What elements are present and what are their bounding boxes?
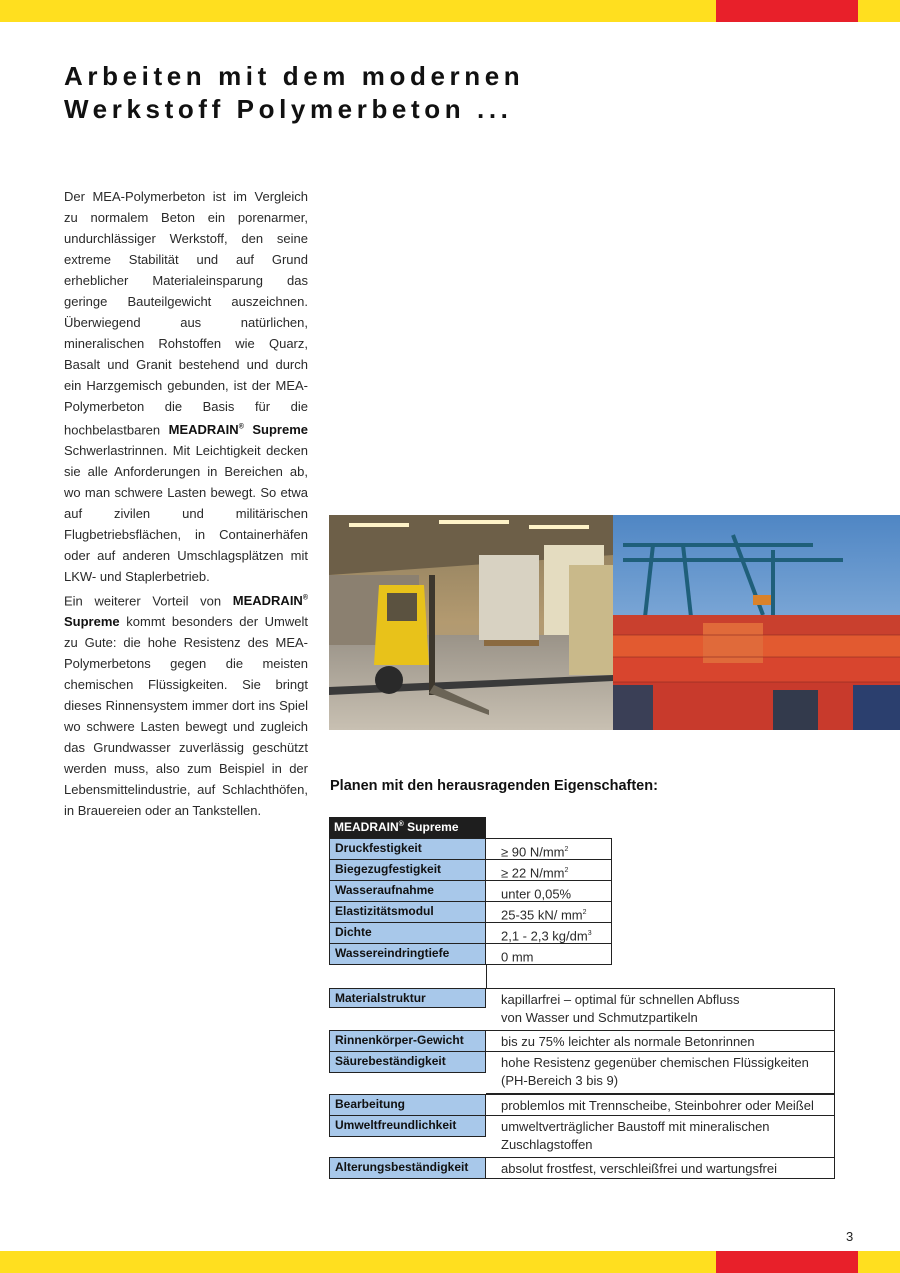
row-label: Rinnenkörper-Gewicht xyxy=(329,1030,486,1052)
row-value: problemlos mit Trennscheibe, Steinbohrer oder Meißel xyxy=(486,1094,835,1116)
row-label: Umweltfreundlichkeit xyxy=(329,1115,486,1137)
brand-name: MEADRAIN® Supreme xyxy=(64,593,308,630)
row-label: Säurebeständigkeit xyxy=(329,1051,486,1073)
container-port-photo xyxy=(613,515,900,730)
row-value: kapillarfrei – optimal für schnellen Abfluss von Wasser und Schmutzpartikeln xyxy=(486,988,835,1031)
row-value: 0 mm xyxy=(486,943,612,965)
page-number: 3 xyxy=(846,1229,854,1244)
top-red-accent xyxy=(716,0,858,22)
row-label: Biegezugfestigkeit xyxy=(329,859,486,881)
brand-name: MEADRAIN® Supreme xyxy=(168,422,308,438)
row-value: 2,1 - 2,3 $kg/dm^3$ xyxy=(486,922,612,944)
row-label: Elastizitätsmodul xyxy=(329,901,486,923)
row-label: Druckfestigkeit xyxy=(329,838,486,860)
row-label: Wasseraufnahme xyxy=(329,880,486,902)
row-label: Bearbeitung xyxy=(329,1094,486,1116)
table-header: MEADRAIN® Supreme xyxy=(329,817,486,838)
row-value: 25-35 kN/ $mm^2$ xyxy=(486,901,612,923)
row-value: hohe Resistenz gegenüber chemischen Flüssigkeiten (PH-Bereich 3 bis 9) xyxy=(486,1051,835,1094)
row-value: bis zu 75% leichter als normale Betonrinnen xyxy=(486,1030,835,1052)
properties-heading: Planen mit den herausragenden Eigenschaften: xyxy=(330,778,658,794)
warehouse-forklift-photo xyxy=(329,515,613,730)
bottom-color-bar xyxy=(0,1251,900,1273)
table-divider xyxy=(486,965,487,988)
title-line-1: Arbeiten mit dem modernen xyxy=(64,61,525,91)
row-label: Dichte xyxy=(329,922,486,944)
page-title xyxy=(64,60,664,126)
row-label: Alterungsbeständigkeit xyxy=(329,1157,486,1179)
row-value: ≥ 22 $N/mm^2$ xyxy=(486,859,612,881)
row-label: Materialstruktur xyxy=(329,988,486,1008)
intro-paragraph: Der MEA-Polymerbeton ist im Vergleich zu normalem Beton ein porenarmer, undurchlässiger Werkstoff, den seine extreme Stabilität und auf Grund erheblicher Materialeinsparung das geringe Bauteilgewicht auszeichnen. Überwiegend aus natürlichen, mineralischen Rohstoffen wie Quarz, Basalt und Granit bestehend und durch ein Harzgemisch gebunden, ist der MEA-Polymerbeton die Basis für die hochbelastbaren MEADRAIN® Supreme Schwerlastrinnen. Mit Leichtigkeit decken sie alle Anforderungen in Bereichen ab, wo man schwere Lasten bewegt. So etwa auf zivilen und militärischen Flugbetriebsflächen, in Containerhäfen oder auf anderen Umschlagsplätzen mit LKW- und Staplerbetrieb. xyxy=(64,189,308,585)
bottom-red-accent xyxy=(716,1251,858,1273)
row-label: Wassereindringtiefe xyxy=(329,943,486,965)
top-color-bar xyxy=(0,0,900,22)
row-value: absolut frostfest, verschleißfrei und wartungsfrei xyxy=(486,1157,835,1179)
row-value: unter 0,05% xyxy=(486,880,612,902)
advantage-paragraph: Ein weiterer Vorteil von MEADRAIN® Supreme kommt besonders der Umwelt zu Gute: die hohe Resistenz des MEA-Polymerbetons gegen die meisten chemischen Flüssigkeiten. Sie bringt dieses Rinnensystem immer dort ins Spiel wo schwere Lasten bewegt und zugleich das Grundwasser zuverlässig geschützt werden muss, also zum Beispiel in der Lebensmittelindustrie, auf Schlachthöfen, in Brauereien oder an Tankstellen. xyxy=(64,593,308,819)
row-value: ≥ 90 $N/mm^2$ xyxy=(486,838,612,860)
title-line-2: Werkstoff Polymerbeton ... xyxy=(64,94,513,124)
row-value: umweltverträglicher Baustoff mit mineralischen Zuschlagstoffen xyxy=(486,1115,835,1158)
